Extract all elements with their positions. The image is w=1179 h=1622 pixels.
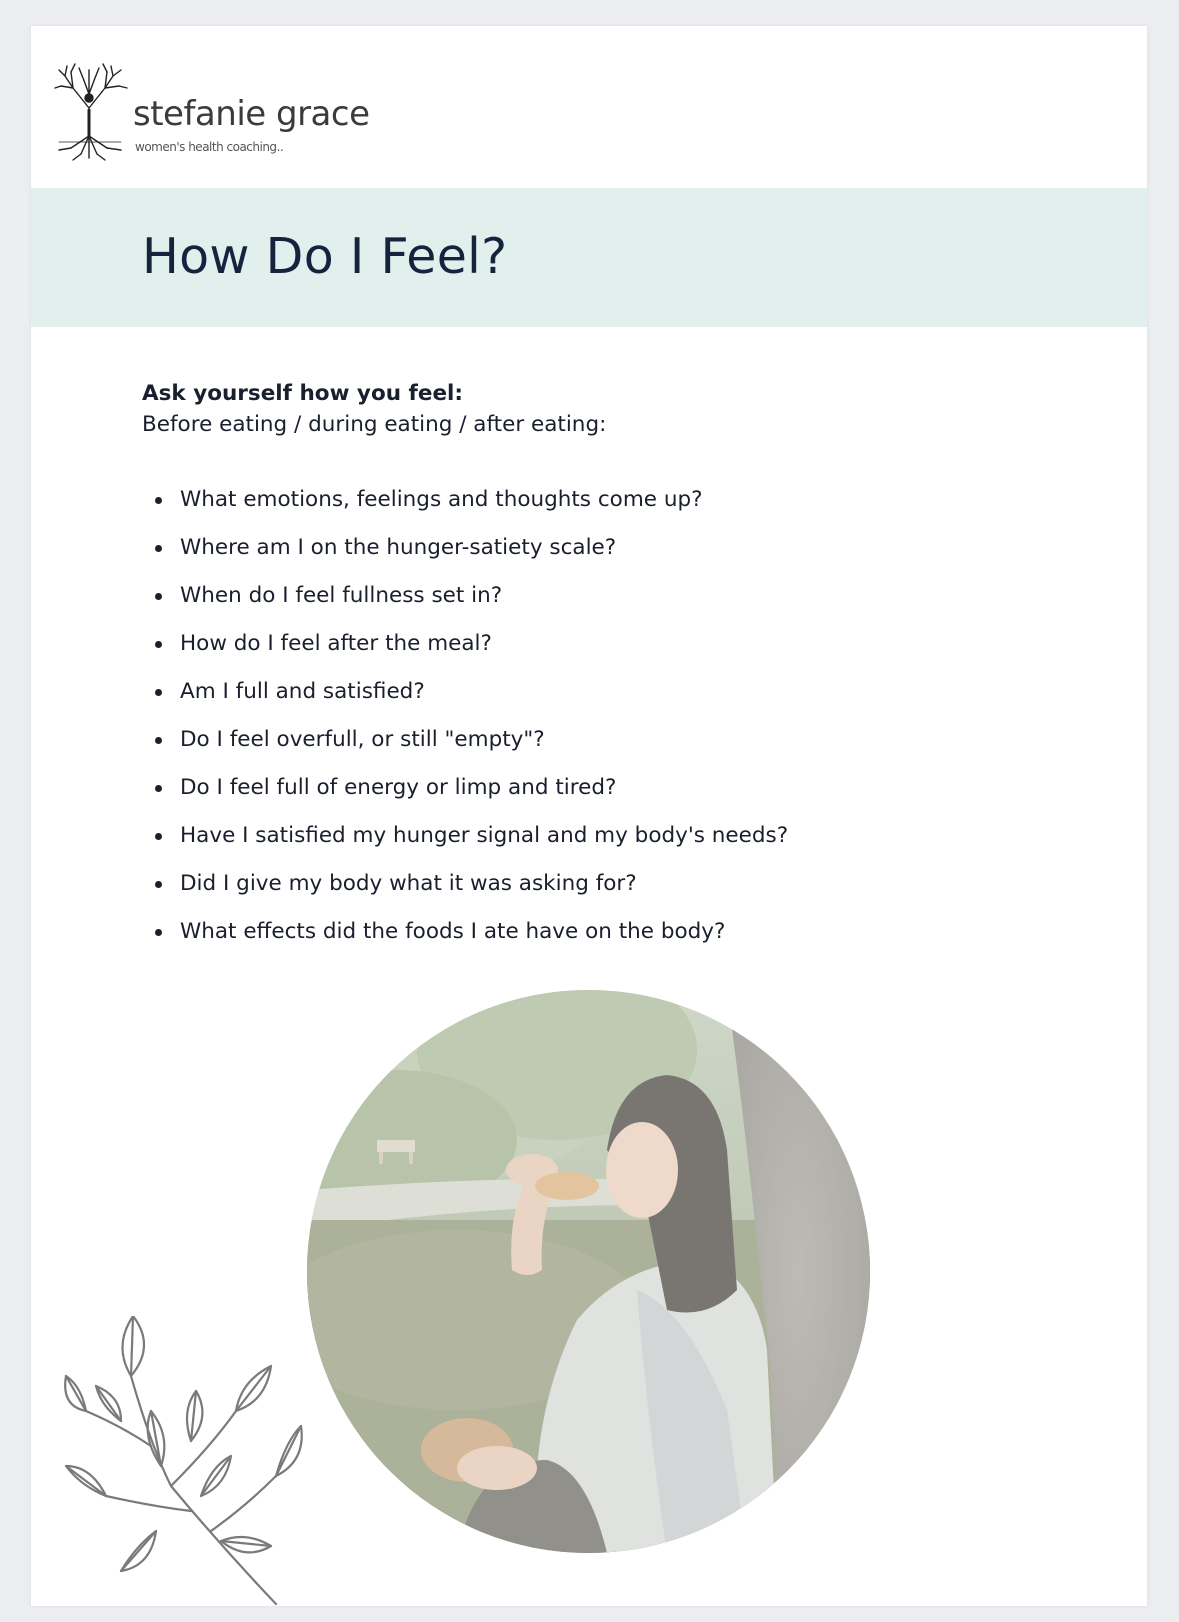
bullet-icon	[155, 593, 162, 600]
intro	[142, 378, 606, 440]
list-item	[142, 908, 788, 956]
bullet-icon	[155, 881, 162, 888]
page-title: How Do I Feel?	[142, 228, 508, 285]
list-item	[142, 716, 788, 764]
woman-eating-pastry-in-park-photo	[307, 990, 870, 1553]
leaf-branch-icon	[61, 1316, 311, 1606]
question-text: When do I feel fullness set in?	[180, 583, 503, 608]
question-text: Do I feel overfull, or still "empty"?	[180, 727, 545, 752]
question-list	[142, 476, 788, 956]
intro-heading: Ask yourself how you feel:	[142, 381, 463, 406]
list-item	[142, 860, 788, 908]
brand-name: stefanie grace	[133, 94, 370, 134]
bullet-icon	[155, 737, 162, 744]
question-text: Where am I on the hunger-satiety scale?	[180, 535, 617, 560]
list-item	[142, 476, 788, 524]
bullet-icon	[155, 545, 162, 552]
question-text: Am I full and satisfied?	[180, 679, 425, 704]
question-text: How do I feel after the meal?	[180, 631, 492, 656]
bullet-icon	[155, 785, 162, 792]
tree-of-life-icon	[51, 58, 131, 168]
question-text: What emotions, feelings and thoughts come up?	[180, 487, 703, 512]
list-item	[142, 764, 788, 812]
brand-tagline: women's health coaching..	[135, 140, 284, 154]
brand-logo	[51, 58, 371, 168]
question-text: Do I feel full of energy or limp and tired?	[180, 775, 617, 800]
bullet-icon	[155, 689, 162, 696]
list-item	[142, 668, 788, 716]
bullet-icon	[155, 929, 162, 936]
worksheet-page	[31, 26, 1147, 1606]
question-text: What effects did the foods I ate have on the body?	[180, 919, 726, 944]
question-text: Did I give my body what it was asking for?	[180, 871, 637, 896]
bullet-icon	[155, 641, 162, 648]
question-text: Have I satisfied my hunger signal and my body's needs?	[180, 823, 789, 848]
list-item	[142, 572, 788, 620]
title-band	[31, 188, 1147, 327]
list-item	[142, 620, 788, 668]
bullet-icon	[155, 497, 162, 504]
list-item	[142, 524, 788, 572]
list-item	[142, 812, 788, 860]
intro-subheading: Before eating / during eating / after eating:	[142, 412, 607, 437]
bullet-icon	[155, 833, 162, 840]
